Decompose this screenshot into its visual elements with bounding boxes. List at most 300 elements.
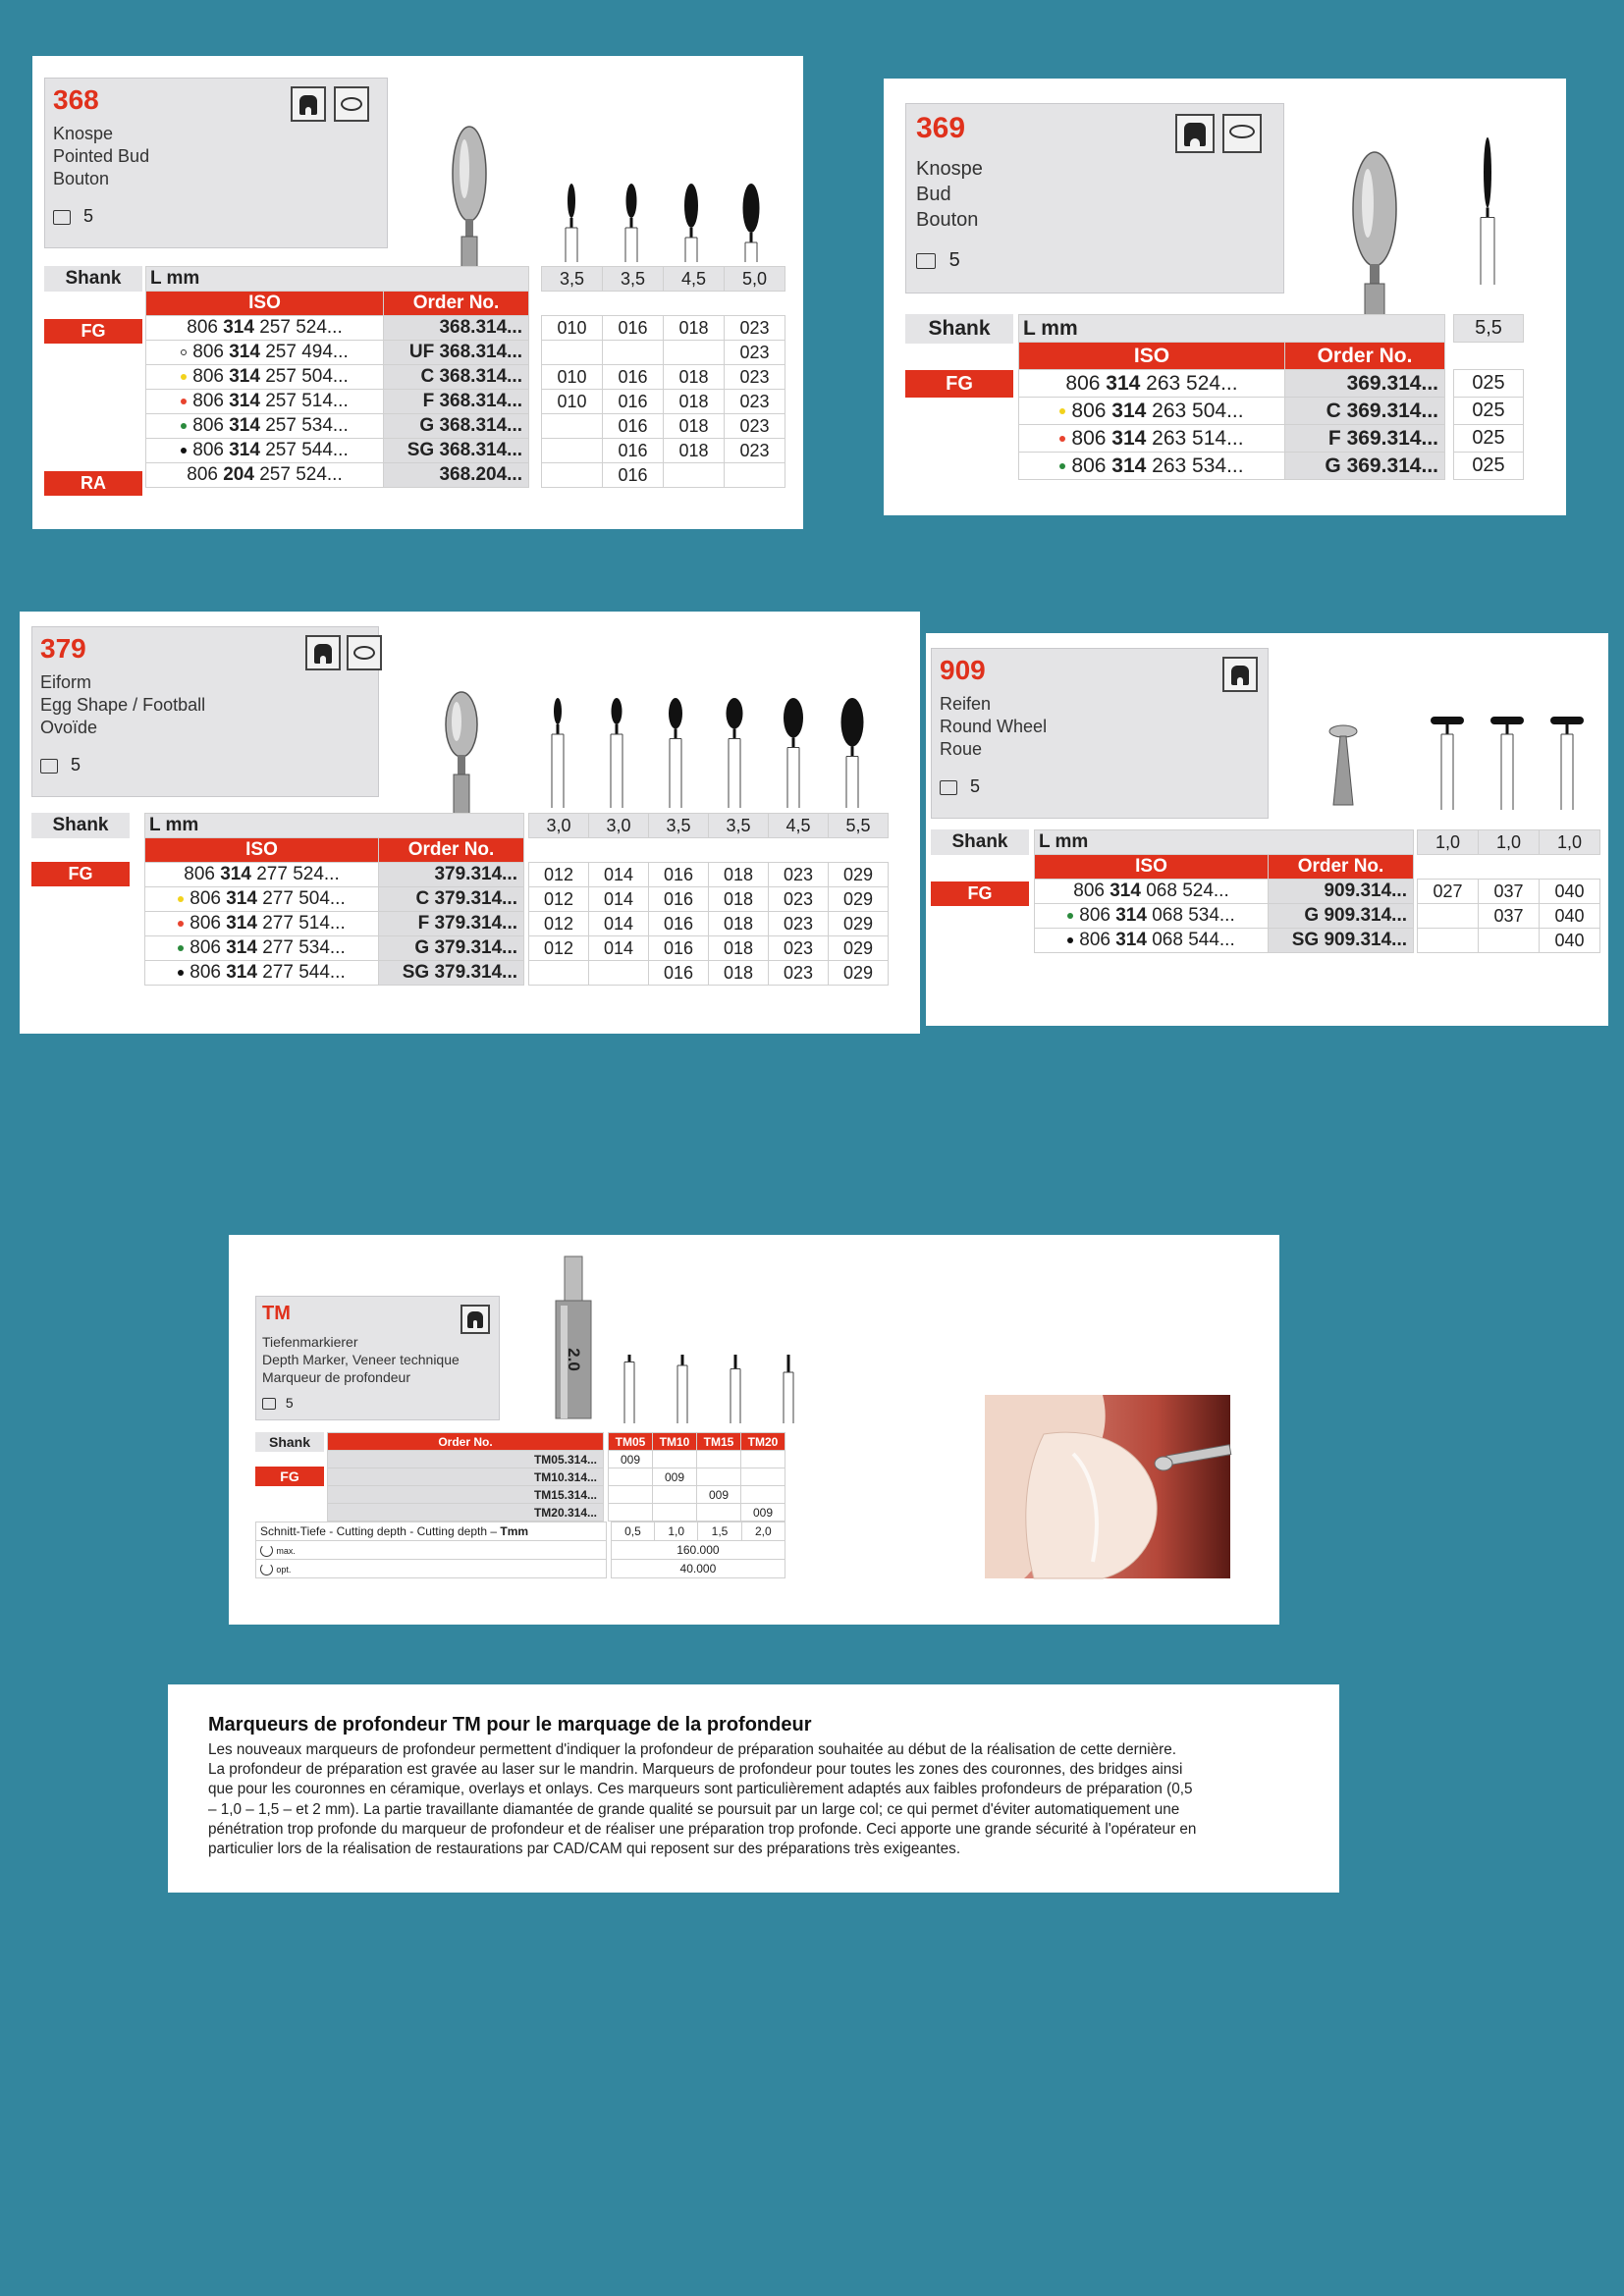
order-number: G 369.314... [1285,453,1445,480]
size-value: 023 [769,961,829,986]
order-number: C 379.314... [379,887,524,912]
iso-code [146,316,384,341]
length-row [529,814,889,838]
table-row [1019,425,1445,453]
table-row [145,863,524,887]
size-value: 040 [1540,880,1600,904]
size-table [541,266,785,488]
size-value: 018 [664,316,725,341]
iso-suffix: 277 544... [256,962,346,983]
order-number: TM15.314... [328,1486,604,1504]
product-table [144,813,524,986]
package-icon [53,210,71,225]
length-value: 5,0 [725,267,785,292]
grit-marker [181,448,187,454]
iso-prefix: 806 [1071,399,1112,422]
iso-suffix: 257 524... [253,464,343,485]
table-row [1019,453,1445,480]
product-card-tm [229,1235,1279,1625]
size-row [529,961,889,986]
iso-code [1019,425,1285,453]
order-number: TM05.314... [328,1451,604,1468]
shank-header: Shank [31,813,130,838]
length-value: 5,5 [1454,315,1524,343]
depth-marker-silhouette [726,1355,745,1423]
product-card-369 [884,79,1566,515]
depth-marker-silhouette [673,1355,692,1423]
order-number: SG 379.314... [379,961,524,986]
size-value: 023 [725,414,785,439]
length-value: 3,5 [709,814,769,838]
iso-suffix: 263 514... [1146,426,1244,450]
size-value [697,1504,741,1522]
shank-fg: FG [31,862,130,886]
tm-order-table [327,1432,604,1522]
size-row [609,1451,785,1468]
table-row [145,887,524,912]
iso-prefix: 806 [189,962,227,983]
order-number: 368.204... [384,463,529,488]
iso-suffix: 277 524... [250,864,340,884]
model-header: TM15 [697,1433,741,1451]
iso-header: ISO [146,292,384,316]
length-row [1418,830,1600,855]
shank-fg: FG [255,1467,324,1486]
bur-silhouette [538,670,577,808]
size-value: 016 [649,887,709,912]
iso-prefix: 806 [192,391,230,411]
crown-icon [1222,657,1258,692]
iso-shank-code: 314 [220,864,251,884]
product-name-fr: Bouton [916,209,979,231]
length-value: 3,5 [603,267,664,292]
column-header-row [145,838,524,863]
iso-prefix: 806 [192,440,230,460]
length-value: 1,0 [1479,830,1540,855]
product-card-909 [926,633,1608,1026]
lmm-header-row [1019,315,1445,343]
size-row [529,912,889,936]
pack-quantity: 5 [262,1395,294,1411]
product-name-fr: Ovoïde [40,718,98,737]
crown-icon [460,1305,490,1334]
iso-suffix: 068 544... [1146,930,1235,950]
iso-header: ISO [145,838,379,863]
size-value: 014 [589,887,649,912]
size-value: 023 [725,365,785,390]
iso-shank-code: 314 [226,913,257,934]
iso-code [145,936,379,961]
iso-suffix: 277 504... [256,888,346,909]
size-value: 023 [769,912,829,936]
size-value [542,439,603,463]
size-table [528,813,889,986]
size-value: 029 [829,887,889,912]
iso-shank-code: 314 [1110,881,1141,901]
size-value: 023 [725,439,785,463]
iso-code [145,961,379,986]
size-value: 018 [664,390,725,414]
shank-header: Shank [905,314,1013,344]
product-name-de: Knospe [53,124,114,143]
table-row [146,365,529,390]
spacer-row [542,292,785,316]
size-value: 040 [1540,929,1600,953]
order-header: Order No. [1285,343,1445,370]
size-value: 016 [649,936,709,961]
iso-code [145,887,379,912]
bur-silhouette [1468,137,1507,285]
iso-shank-code: 204 [223,464,254,485]
size-value: 025 [1454,425,1524,453]
table-row [146,439,529,463]
table-row [146,316,529,341]
spacer-row [1418,855,1600,880]
size-value: 009 [609,1451,653,1468]
iso-code [146,390,384,414]
product-table [1034,829,1414,953]
description-line: – 1,0 – 1,5 – et 2 mm). La partie travaillante diamantée de grande qualité se poursuit par un large col; ce qui permet d'éviter automatiquement une [208,1800,1180,1818]
product-name-en: Bud [916,184,951,205]
order-number: G 379.314... [379,936,524,961]
depth-marker-silhouette [779,1355,798,1423]
pack-quantity: 5 [940,776,980,797]
size-value [741,1451,785,1468]
table-row [145,936,524,961]
tooth-application-photo [985,1395,1230,1578]
size-value: 029 [829,863,889,887]
iso-code [146,414,384,439]
size-value: 023 [725,341,785,365]
iso-suffix: 257 494... [259,342,349,362]
grit-marker [178,896,184,902]
shaft-depth-label: 2.0 [564,1348,583,1371]
size-value: 016 [649,912,709,936]
opt-speed-row: opt. 40.000 [256,1560,785,1578]
tm-info-table [255,1522,785,1578]
iso-shank-code: 314 [229,366,260,387]
size-value: 025 [1454,370,1524,398]
iso-suffix: 257 544... [259,440,349,460]
spacer-row [529,838,889,863]
iso-prefix: 806 [1079,905,1116,926]
product-table [145,266,529,488]
model-header-row [609,1433,785,1451]
depth-row: Schnitt-Tiefe - Cutting depth - Cutting depth – Tmm 0,5 1,0 1,5 2,0 [256,1522,785,1541]
iso-prefix: 806 [1065,371,1107,395]
iso-header: ISO [1019,343,1285,370]
lmm-header-row [1035,830,1414,855]
crown-icon [305,635,341,670]
size-value: 016 [603,414,664,439]
length-value: 4,5 [664,267,725,292]
size-value [664,463,725,488]
order-number: F 368.314... [384,390,529,414]
iso-code [145,912,379,936]
size-value [542,463,603,488]
iso-shank-code: 314 [229,440,260,460]
iso-prefix: 806 [189,888,227,909]
iso-prefix: 806 [192,342,230,362]
order-number: 369.314... [1285,370,1445,398]
order-header: Order No. [384,292,529,316]
product-name-en: Depth Marker, Veneer technique [262,1352,460,1367]
grit-marker [1067,913,1073,919]
column-header-row [146,292,529,316]
size-value [741,1468,785,1486]
size-value: 018 [709,936,769,961]
size-value [741,1486,785,1504]
table-row [146,414,529,439]
size-value [725,463,785,488]
product-name-de: Reifen [940,694,992,714]
size-value [609,1486,653,1504]
size-value: 016 [649,961,709,986]
size-value: 023 [769,936,829,961]
order-number: 368.314... [384,316,529,341]
order-header: Order No. [1269,855,1414,880]
size-value: 023 [725,390,785,414]
length-value: 3,0 [589,814,649,838]
description-line: pénétration trop profonde du marqueur de profondeur et de réaliser une préparation trop profonde. Ceci apporte une grande sécurité à l'opérateur en [208,1820,1197,1838]
lmm-header: L mm [145,814,524,838]
length-row [1454,315,1524,343]
size-value [542,341,603,365]
shank-header: Shank [44,266,142,292]
product-number: 909 [940,655,986,685]
lmm-header-row [145,814,524,838]
description-body [208,1740,1318,1859]
depth-marker-shaft-photo [556,1256,591,1418]
table-row [145,961,524,986]
depth-marker-silhouette [620,1355,639,1423]
size-value [1418,904,1479,929]
product-name-en: Egg Shape / Football [40,695,206,715]
column-header-row [1019,343,1445,370]
size-value [653,1486,697,1504]
size-value: 012 [529,863,589,887]
lips-icon [334,86,369,122]
table-row [146,463,529,488]
size-table [1453,314,1524,480]
bur-silhouette [552,125,591,262]
size-value: 014 [589,936,649,961]
product-name-de: Eiform [40,672,92,692]
length-value: 1,0 [1540,830,1600,855]
table-row [1019,398,1445,425]
size-row [1454,398,1524,425]
iso-shank-code: 314 [229,391,260,411]
iso-suffix: 257 524... [253,317,343,338]
product-card-368 [32,56,803,529]
bur-silhouette [833,670,872,808]
bur-silhouette [1488,697,1527,810]
iso-suffix: 263 504... [1146,399,1244,422]
table-row [1035,880,1414,904]
bur-silhouette [597,670,636,808]
lmm-header-row [146,267,529,292]
size-value: 016 [603,463,664,488]
iso-shank-code: 314 [229,342,260,362]
crown-icon [291,86,326,122]
size-value: 023 [769,887,829,912]
product-name-de: Tiefenmarkierer [262,1334,358,1350]
size-value: 029 [829,912,889,936]
size-value: 018 [709,912,769,936]
description-line: Les nouveaux marqueurs de profondeur permettent d'indiquer la profondeur de préparation souhaitée au début de la réalisation de cette dernière. [208,1741,1176,1758]
size-value: 016 [603,365,664,390]
grit-marker [1059,436,1065,442]
iso-prefix: 806 [1073,881,1110,901]
lmm-header: L mm [1019,315,1445,343]
product-id-box [931,648,1269,819]
order-number: SG 909.314... [1269,929,1414,953]
length-value: 3,5 [542,267,603,292]
size-row [609,1468,785,1486]
iso-code [146,463,384,488]
grit-marker [181,374,187,380]
product-table [1018,314,1445,480]
order-number: F 369.314... [1285,425,1445,453]
iso-prefix: 806 [189,937,227,958]
iso-header: ISO [1035,855,1269,880]
product-name-en: Pointed Bud [53,146,150,166]
order-number: G 368.314... [384,414,529,439]
column-header-row [328,1433,604,1451]
lips-icon [347,635,382,670]
size-value: 018 [664,439,725,463]
description-box [168,1684,1339,1893]
size-row [609,1486,785,1504]
iso-code [1035,904,1269,929]
size-value: 016 [649,863,709,887]
iso-prefix: 806 [1079,930,1116,950]
size-row [542,463,785,488]
table-row [328,1486,604,1504]
length-value: 5,5 [829,814,889,838]
product-name-en: Round Wheel [940,717,1048,736]
package-icon [940,780,957,795]
size-value: 009 [653,1468,697,1486]
length-value: 1,0 [1418,830,1479,855]
size-value: 009 [741,1504,785,1522]
iso-code [146,439,384,463]
iso-suffix: 068 534... [1146,905,1235,926]
iso-code [146,365,384,390]
grit-marker [1067,937,1073,943]
length-value: 3,5 [649,814,709,838]
iso-code [1035,929,1269,953]
size-value: 023 [725,316,785,341]
lmm-header: L mm [1035,830,1414,855]
size-value: 018 [709,961,769,986]
bur-silhouette [672,125,711,262]
order-number: C 369.314... [1285,398,1445,425]
package-icon [916,253,936,269]
description-title: Marqueurs de profondeur TM pour le marquage de la profondeur [208,1714,812,1735]
order-number: TM10.314... [328,1468,604,1486]
bur-silhouette [774,670,813,808]
iso-suffix: 263 524... [1140,371,1238,395]
iso-shank-code: 314 [1111,399,1147,422]
size-row [1418,904,1600,929]
iso-shank-code: 314 [226,962,257,983]
iso-prefix: 806 [1071,454,1112,477]
product-id-box [31,626,379,797]
description-line: La profondeur de préparation est gravée au laser sur le mandrin. Marqueurs de profondeur pour toutes les zones des couronnes, des bridges ainsi [208,1761,1183,1779]
product-id-box [255,1296,500,1420]
size-row [529,863,889,887]
product-number: 379 [40,633,86,664]
bur-silhouette [656,670,695,808]
size-value: 040 [1540,904,1600,929]
size-value [697,1468,741,1486]
shank-header: Shank [931,829,1029,855]
order-number: C 368.314... [384,365,529,390]
max-speed-row: max. 160.000 [256,1541,785,1560]
column-header-row [1035,855,1414,880]
model-header: TM10 [653,1433,697,1451]
size-value: 014 [589,912,649,936]
size-value: 014 [589,863,649,887]
lmm-header: L mm [146,267,529,292]
size-value: 012 [529,936,589,961]
order-number: F 379.314... [379,912,524,936]
package-icon [262,1398,276,1410]
bur-photo-909 [1314,721,1373,820]
shank-fg: FG [905,370,1013,398]
size-row [1454,453,1524,480]
table-row [328,1468,604,1486]
order-number: TM20.314... [328,1504,604,1522]
size-value [697,1451,741,1468]
iso-code [146,341,384,365]
grit-marker [178,945,184,951]
product-name-fr: Roue [940,739,983,759]
size-value: 012 [529,912,589,936]
size-value [589,961,649,986]
iso-code [1019,370,1285,398]
size-value [1418,929,1479,953]
description-line: particulier lors de la réalisation de restaurations par CAD/CAM qui reposent sur des préparations très exigeantes. [208,1841,961,1858]
iso-shank-code: 314 [1111,426,1147,450]
rotation-icon [260,1544,273,1557]
iso-prefix: 806 [192,366,230,387]
length-value: 4,5 [769,814,829,838]
shank-ra: RA [44,471,142,496]
bur-silhouette [612,125,651,262]
grit-marker [178,921,184,927]
size-value: 029 [829,961,889,986]
iso-suffix: 257 504... [259,366,349,387]
size-row [542,365,785,390]
product-id-box [905,103,1284,294]
iso-suffix: 257 514... [259,391,349,411]
size-row [542,414,785,439]
size-table [1417,829,1600,953]
iso-prefix: 806 [184,864,221,884]
iso-shank-code: 314 [1111,454,1147,477]
iso-shank-code: 314 [229,415,260,436]
size-value: 027 [1418,880,1479,904]
size-row [529,887,889,912]
product-number: 368 [53,84,99,115]
product-name-fr: Bouton [53,169,110,188]
iso-shank-code: 314 [1106,371,1141,395]
size-value: 037 [1479,880,1540,904]
size-row [529,936,889,961]
size-value [609,1468,653,1486]
